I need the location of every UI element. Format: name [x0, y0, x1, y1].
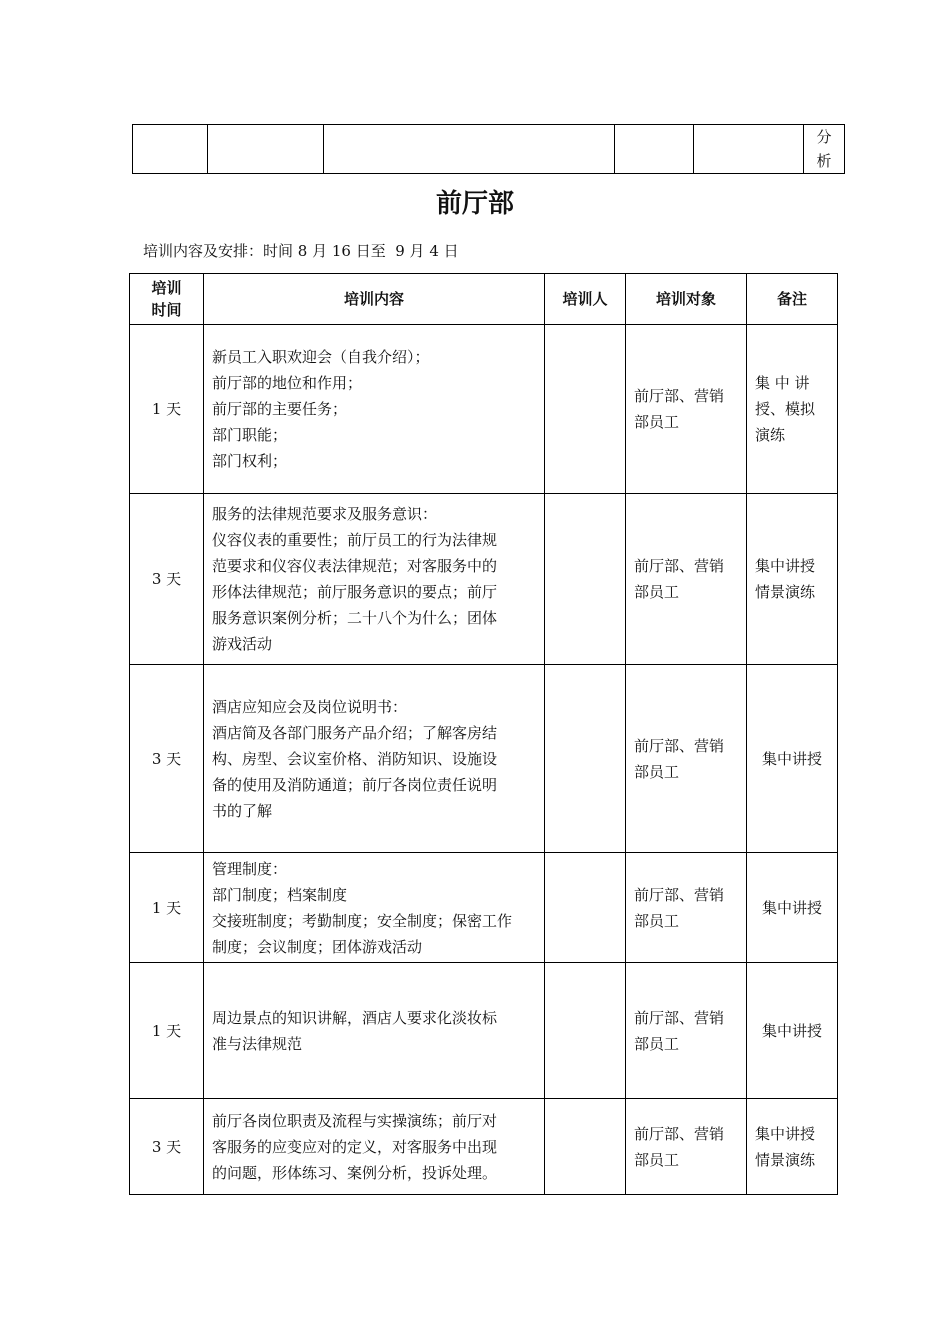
header-note: 备注 [747, 274, 838, 325]
target-cell [626, 853, 747, 963]
page-title: 前厅部 [435, 189, 514, 219]
header-content: 培训内容 [204, 274, 545, 325]
cell-line: 前厅部、营销 [634, 736, 725, 755]
cell-line: 部员工 [634, 762, 680, 781]
cell-line: 前厅部、营销 [634, 885, 725, 904]
cell-line: 管理制度： [212, 859, 288, 878]
cell-line: 集 中 讲 [755, 374, 810, 392]
cell-line: 备的使用及消防通道；前厅各岗位责任说明 [212, 775, 498, 794]
content-cell [204, 325, 545, 494]
cell-line: 情景演练 [755, 583, 816, 601]
table-row [130, 494, 838, 665]
header-duration: 培训时间 [130, 274, 204, 325]
cell-line: 集中讲授 [755, 557, 816, 575]
cell-line: 部门权利； [212, 452, 288, 470]
cell-line: 前厅部、营销 [634, 1124, 725, 1143]
table-cell [133, 125, 208, 174]
cell-line: 周边景点的知识讲解，酒店人要求化淡妆标 [212, 1008, 498, 1027]
table-cell-analysis: 分析 [804, 125, 845, 174]
cell-line: 部员工 [634, 413, 680, 431]
cell-line: 情景演练 [755, 1150, 816, 1169]
cell-line: 游戏活动 [212, 635, 273, 653]
cell-line: 书的了解 [212, 801, 273, 820]
note-cell [747, 665, 838, 853]
target-cell [626, 665, 747, 853]
note-cell [747, 325, 838, 494]
content-cell [204, 853, 545, 963]
table-cell [615, 125, 694, 174]
cell-line: 前厅部、营销 [634, 387, 725, 405]
note-cell [747, 853, 838, 963]
duration-cell: 3 天 [130, 494, 204, 665]
header-trainer: 培训人 [545, 274, 626, 325]
trainer-cell [545, 963, 626, 1099]
cell-line: 部员工 [634, 1150, 680, 1169]
trainer-cell [545, 494, 626, 665]
content-cell [204, 494, 545, 665]
cell-line: 前厅部、营销 [634, 1008, 725, 1027]
cell-line: 集中讲授 [761, 749, 822, 768]
table-header-row [130, 274, 838, 325]
target-cell [626, 963, 747, 1099]
duration-cell: 1 天 [130, 853, 204, 963]
duration-cell: 3 天 [130, 665, 204, 853]
cell-line: 演练 [755, 426, 786, 444]
cell-line: 制度；会议制度；团体游戏活动 [212, 937, 423, 956]
cell-line: 的问题，形体练习、案例分析，投诉处理。 [212, 1163, 498, 1182]
cell-line: 前厅部的主要任务； [212, 400, 348, 418]
table-cell [694, 125, 804, 174]
cell-line: 交接班制度；考勤制度；安全制度；保密工作 [212, 911, 513, 930]
cell-line: 授、模拟 [755, 400, 816, 418]
trainer-cell [545, 325, 626, 494]
content-cell [204, 1099, 545, 1195]
cell-line: 集中讲授 [761, 898, 822, 917]
cell-line: 集中讲授 [755, 1124, 816, 1143]
note-cell [747, 1099, 838, 1195]
trainer-cell [545, 1099, 626, 1195]
training-schedule-table [129, 273, 838, 1195]
cell-line: 集中讲授 [761, 1021, 822, 1040]
cell-line: 构、房型、会议室价格、消防知识、设施设 [212, 749, 498, 768]
cell-line: 部员工 [634, 1034, 680, 1053]
previous-table-fragment [132, 124, 845, 174]
target-cell [626, 494, 747, 665]
table-row [130, 853, 838, 963]
note-cell [747, 963, 838, 1099]
table-row [130, 963, 838, 1099]
table-row [133, 125, 845, 174]
trainer-cell [545, 853, 626, 963]
cell-line: 仪容仪表的重要性；前厅员工的行为法律规 [212, 531, 498, 549]
cell-line: 酒店应知应会及岗位说明书： [212, 697, 408, 716]
table-row [130, 1099, 838, 1195]
cell-line: 部门职能； [212, 426, 288, 444]
table-cell [324, 125, 615, 174]
cell-line: 形体法律规范；前厅服务意识的要点；前厅 [212, 583, 498, 601]
duration-cell: 3 天 [130, 1099, 204, 1195]
target-cell [626, 325, 747, 494]
header-target: 培训对象 [626, 274, 747, 325]
table-row [130, 665, 838, 853]
cell-line: 新员工入职欢迎会（自我介绍）； [212, 348, 430, 366]
cell-line: 服务的法律规范要求及服务意识： [212, 505, 438, 523]
content-cell [204, 963, 545, 1099]
cell-line: 酒店简及各部门服务产品介绍；了解客房结 [212, 723, 498, 742]
table-cell [208, 125, 324, 174]
schedule-text: 培训内容及安排：时间 8 月 16 日至 9 月 4 日 [143, 242, 459, 260]
cell-line: 服务意识案例分析；二十八个为什么；团体 [212, 609, 498, 627]
content-cell [204, 665, 545, 853]
cell-line: 范要求和仪容仪表法律规范；对客服务中的 [212, 557, 498, 575]
note-cell [747, 494, 838, 665]
cell-line: 前厅部的地位和作用； [212, 374, 363, 392]
duration-cell: 1 天 [130, 963, 204, 1099]
table-row [130, 325, 838, 494]
cell-line: 前厅部、营销 [634, 557, 725, 575]
duration-cell: 1 天 [130, 325, 204, 494]
cell-line: 前厅各岗位职责及流程与实操演练；前厅对 [212, 1111, 498, 1130]
trainer-cell [545, 665, 626, 853]
target-cell [626, 1099, 747, 1195]
cell-line: 客服务的应变应对的定义，对客服务中出现 [212, 1137, 498, 1156]
cell-line: 部员工 [634, 583, 680, 601]
cell-line: 部门制度；档案制度 [212, 885, 348, 904]
cell-line: 准与法律规范 [212, 1034, 303, 1053]
cell-line: 部员工 [634, 911, 680, 930]
